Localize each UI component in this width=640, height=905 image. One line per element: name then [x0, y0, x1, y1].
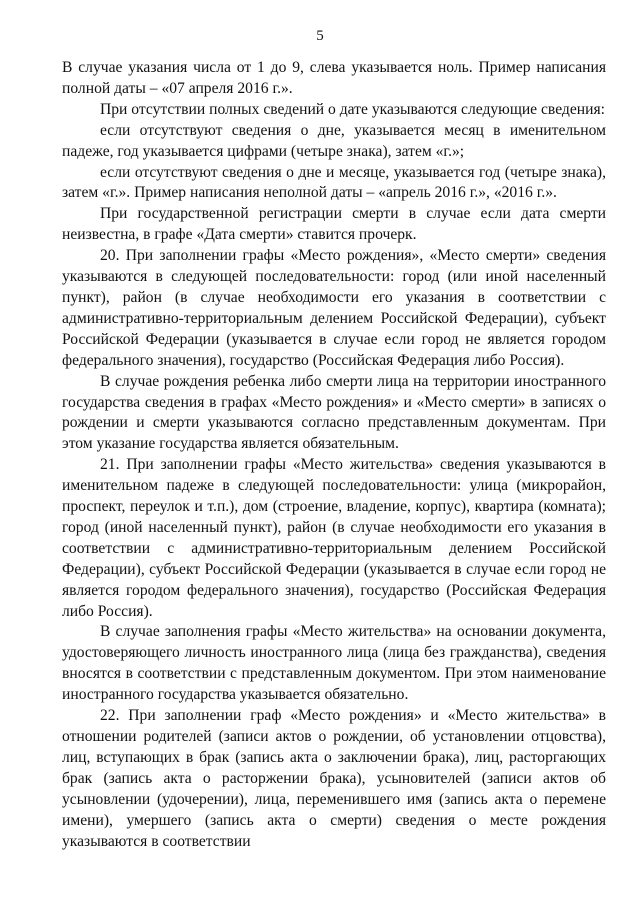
- paragraph-unknown-death-date: При государственной регистрации смерти в случае если дата смерти неизвестна, в графе «Дата смерти» ставится прочерк.: [62, 205, 606, 244]
- paragraph-date-zero-rule: В случае указания числа от 1 до 9, слева указывается ноль. Пример написания полной даты – «07 апреля 2016 г.».: [62, 59, 606, 97]
- paragraph-item-21: 21. При заполнении графы «Место жительства» сведения указываются в именительном падеже в следующей последовательности: улица (микрорайон, проспект, переулок и т.п.), дом (строение, владение, корпус), квартира (комната); город (иной населенный пункт), район (в случае необходимости его указания в соответствии с административно-территориальным делением Российской Федерации), субъект Российской Федерации (указывается в случае если город не является городом федерального значения), государство (Российская Федерация либо Россия).: [62, 456, 606, 620]
- document-body: [62, 58, 606, 852]
- paragraph-missing-day-month: если отсутствуют сведения о дне и месяце, указывается год (четыре знака), затем «г.». Пример написания неполной даты – «апрель 2016 г.», «2016 г.».: [62, 163, 606, 202]
- paragraph-foreign-birth-death: В случае рождения ребенка либо смерти лица на территории иностранного государства сведения в графах «Место рождения» и «Место смерти» в записях о рождении и смерти указываются согласно представленным документам. При этом указание государства является обязательным.: [62, 372, 606, 453]
- paragraph-missing-day: если отсутствуют сведения о дне, указывается месяц в именительном падеже, год указывается цифрами (четыре знака), затем «г.»;: [62, 121, 606, 160]
- paragraph-incomplete-date-intro: При отсутствии полных сведений о дате указываются следующие сведения:: [100, 100, 605, 118]
- paragraph-item-22: 22. При заполнении граф «Место рождения» и «Место жительства» в отношении родителей (записи актов о рождении, об установлении отцовства), лиц, вступающих в брак (запись акта о заключении брака), лиц, расторгающих брак (запись акта о расторжении брака), усыновителей (записи актов об усыновлении (удочерении), лица, переменившего имя (запись акта о перемене имени), умершего (запись акта о смерти) сведения о месте рождения указываются в соответствии: [62, 707, 606, 850]
- paragraph-item-20: 20. При заполнении графы «Место рождения», «Место смерти» сведения указываются в следующей последовательности: город (или иной населенный пункт), район (в случае необходимости его указания в соответствии с административно-территориальным делением Российской Федерации), субъект Российской Федерации (указывается в случае если город не является городом федерального значения), государство (Российская Федерация либо Россия).: [62, 247, 606, 369]
- paragraph-foreign-residence: В случае заполнения графы «Место жительства» на основании документа, удостоверяющего личность иностранного лица (лица без гражданства), сведения вносятся в соответствии с представленным документом. При этом наименование иностранного государства указывается обязательно.: [62, 623, 606, 704]
- page-number: 5: [316, 28, 324, 44]
